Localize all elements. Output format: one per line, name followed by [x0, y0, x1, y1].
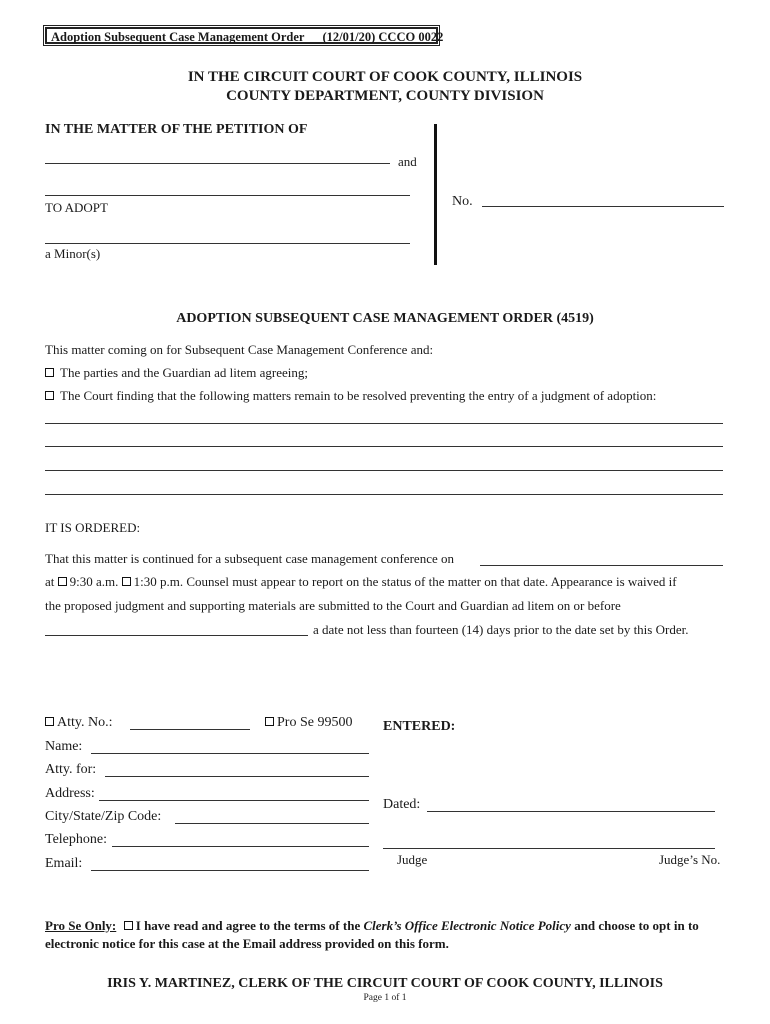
minor-label: a Minor(s) [45, 246, 101, 261]
form-id-box [45, 27, 444, 44]
matters-line-2[interactable] [45, 446, 723, 447]
order-title: ADOPTION SUBSEQUENT CASE MANAGEMENT ORDER (4519) [176, 311, 594, 326]
pro-se-label: Pro Se 99500 [265, 715, 352, 731]
ordered-label: IT IS ORDERED: [45, 520, 141, 535]
to-adopt-label: TO ADOPT [45, 200, 108, 215]
submission-date-line[interactable] [45, 635, 308, 636]
e-notice-checkbox[interactable] [124, 921, 133, 930]
continued-text: That this matter is continued for a subsequent case management conference on [45, 551, 454, 566]
caption-divider [434, 124, 437, 265]
clerk-footer: IRIS Y. MARTINEZ, CLERK OF THE CIRCUIT COURT OF COOK COUNTY, ILLINOIS [107, 976, 663, 991]
case-no-label: No. [452, 194, 473, 209]
atty-for-line[interactable] [105, 776, 369, 777]
judge-signature-line[interactable] [383, 848, 715, 849]
telephone-line[interactable] [112, 846, 369, 847]
dated-line[interactable] [427, 811, 715, 812]
atty-for-label: Atty. for: [45, 762, 97, 777]
judge-label: Judge [397, 852, 428, 867]
order-intro: This matter coming on for Subsequent Case Management Conference and: [45, 342, 434, 357]
atty-checkbox[interactable] [45, 717, 54, 726]
court-heading-line1: IN THE CIRCUIT COURT OF COOK COUNTY, ILLINOIS [187, 69, 583, 85]
time-options: at 9:30 a.m. 1:30 p.m. Counsel must appear to report on the status of the matter on that date. Appearance is waived if [45, 574, 677, 589]
email-label: Email: [45, 856, 83, 871]
pro-se-notice-line2: electronic notice for this case at the Email address provided on this form. [45, 936, 449, 951]
pro-se-notice: Pro Se Only: I have read and agree to the terms of the Clerk’s Office Electronic Notice Policy and choose to opt in to [45, 918, 699, 933]
pro-se-checkbox[interactable] [265, 717, 274, 726]
court-finding-checkbox[interactable] [45, 391, 54, 400]
matters-line-3[interactable] [45, 470, 723, 471]
option-agreeing: The parties and the Guardian ad litem agreeing; [45, 365, 308, 381]
dated-label: Dated: [383, 797, 421, 812]
agreeing-checkbox[interactable] [45, 368, 54, 377]
atty-no-line[interactable] [130, 729, 250, 730]
and-label: and [398, 154, 417, 169]
telephone-label: Telephone: [45, 832, 107, 847]
matters-line-4[interactable] [45, 494, 723, 495]
petitioner1-line[interactable] [45, 163, 390, 164]
judge-no-label: Judge’s No. [659, 852, 721, 867]
notice-policy-name: Clerk’s Office Electronic Notice Policy [363, 918, 571, 933]
page-number: Page 1 of 1 [363, 993, 407, 1003]
form-code: (12/01/20) CCCO 0022 [322, 30, 444, 44]
city-label: City/State/Zip Code: [45, 809, 162, 824]
name-line[interactable] [91, 753, 369, 754]
minor-line[interactable] [45, 243, 410, 244]
form-title: Adoption Subsequent Case Management Order [51, 30, 305, 44]
fourteen-days-text: a date not less than fourteen (14) days prior to the date set by this Order. [313, 622, 689, 637]
atty-no-label: Atty. No.: [45, 715, 112, 731]
pro-se-only-label: Pro Se Only: [45, 918, 117, 933]
matters-line-1[interactable] [45, 423, 723, 424]
petitioner2-line[interactable] [45, 195, 410, 196]
name-label: Name: [45, 739, 83, 754]
court-heading-line2: COUNTY DEPARTMENT, COUNTY DIVISION [226, 88, 544, 104]
time-930-checkbox[interactable] [58, 577, 67, 586]
time-130-checkbox[interactable] [122, 577, 131, 586]
submission-text: the proposed judgment and supporting materials are submitted to the Court and Guardian ad litem on or before [45, 598, 621, 613]
matter-title: IN THE MATTER OF THE PETITION OF [45, 122, 308, 137]
case-no-line[interactable] [482, 206, 724, 207]
email-line[interactable] [91, 870, 369, 871]
address-line[interactable] [99, 800, 369, 801]
conference-date-line[interactable] [480, 565, 723, 566]
option-court-finding: The Court finding that the following matters remain to be resolved preventing the entry of a judgment of adoption: [45, 388, 656, 404]
entered-label: ENTERED: [383, 719, 456, 734]
city-line[interactable] [175, 823, 369, 824]
address-label: Address: [45, 786, 95, 801]
